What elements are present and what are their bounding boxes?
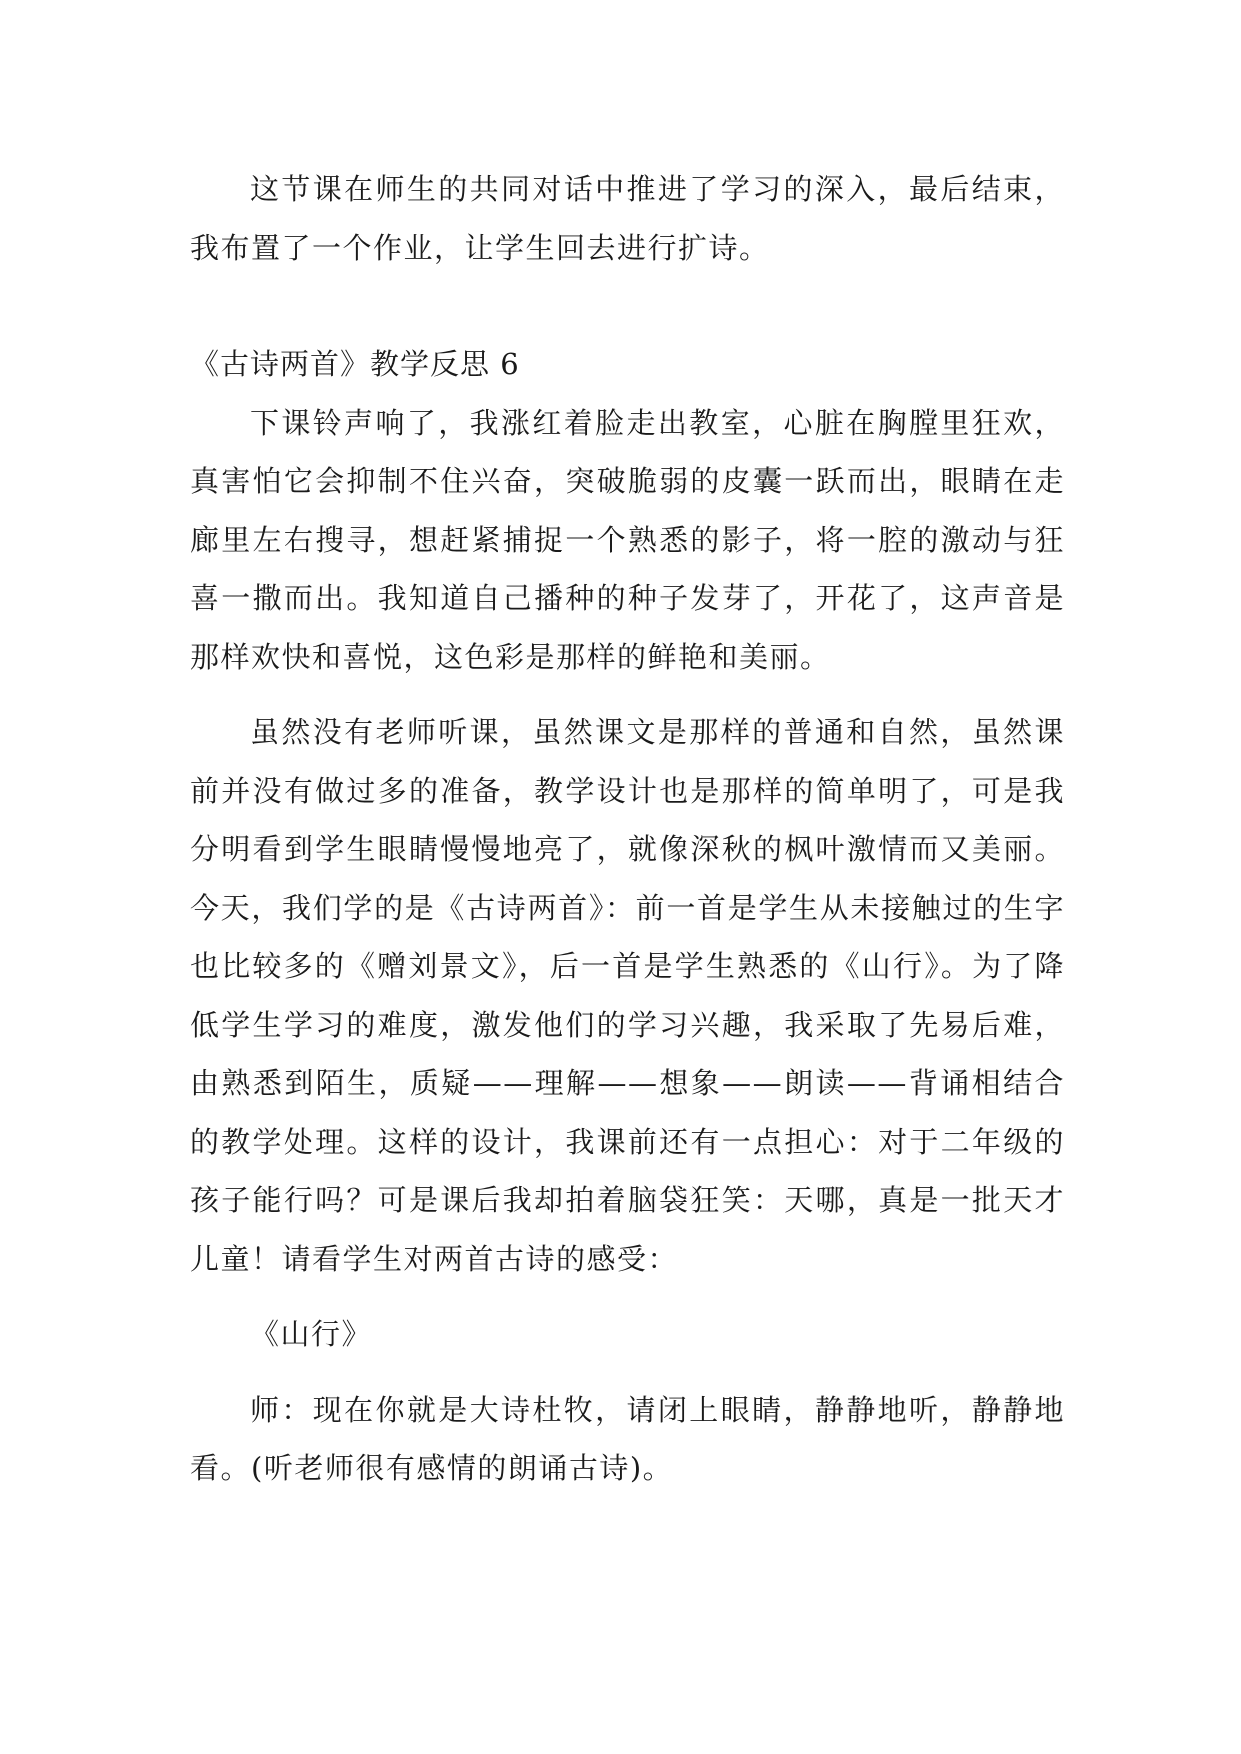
section-title: 《古诗两首》教学反思 6 (190, 347, 520, 381)
document-body (190, 160, 1065, 1498)
body-paragraph-3: 师：现在你就是大诗杜牧，请闭上眼睛，静静地听，静静地看。(听老师很有感情的朗诵古诗)。 (190, 1392, 1065, 1485)
body-paragraph-1: 下课铃声响了，我涨红着脸走出教室，心脏在胸膛里狂欢，真害怕它会抑制不住兴奋，突破脆弱的皮囊一跃而出，眼睛在走廊里左右搜寻，想赶紧捕捉一个熟悉的影子，将一腔的激动与狂喜一撒而出。我知道自己播种的种子发芽了，开花了，这声音是那样欢快和喜悦，这色彩是那样的鲜艳和美丽。 (190, 405, 1065, 674)
body-paragraph-2: 虽然没有老师听课，虽然课文是那样的普通和自然，虽然课前并没有做过多的准备，教学设计也是那样的简单明了，可是我分明看到学生眼睛慢慢地亮了，就像深秋的枫叶激情而又美丽。今天，我们学的是《古诗两首》：前一首是学生从未接触过的生字也比较多的《赠刘景文》，后一首是学生熟悉的《山行》。为了降低学生学习的难度，激发他们的学习兴趣，我采取了先易后难，由熟悉到陌生，质疑——理解——想象——朗读——背诵相结合的教学处理。这样的设计，我课前还有一点担心：对于二年级的孩子能行吗？可是课后我却拍着脑袋狂笑：天哪，真是一批天才儿童！请看学生对两首古诗的感受： (190, 715, 1065, 1276)
intro-paragraph: 这节课在师生的共同对话中推进了学习的深入，最后结束，我布置了一个作业，让学生回去进行扩诗。 (190, 172, 1065, 265)
poem-title-paragraph: 《山行》 (250, 1317, 373, 1351)
